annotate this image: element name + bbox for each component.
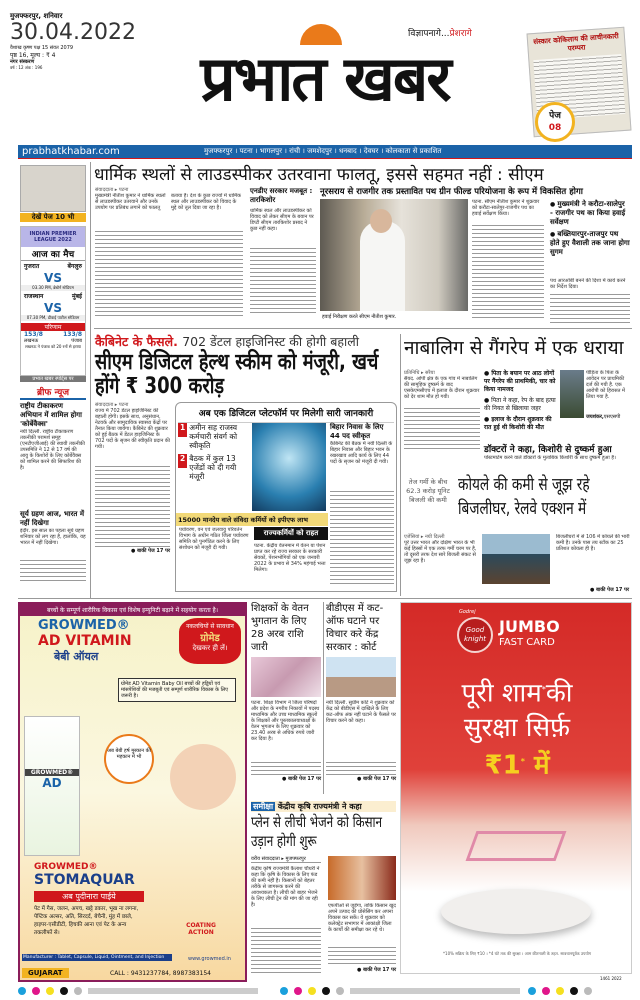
goodknight-ad[interactable]: Godrej Good knight JUMBO FAST CARD पूरी शाम*की सुरक्षा सिर्फ़ ₹1* में *10% सक्रिय के लिए ₹10 । *4 घंटे तक की सुरक्षा । आम कीटनाशी के तहत. सावधानपूर्वक उपयोग bbox=[400, 602, 632, 974]
brief-news: राष्ट्रीय टीकाकरण अभियान में शामिल होगा 'कोर्बेवैक्स' नयी दिल्ली. राष्ट्रीय टीकाकरण तकनीकी परामर्श समूह (एनटीएजीआई) की स्थायी तकनीकी उपसमिति ने 12 से 17 वर्ष की आयु के किशोरों के लिए कोर्बेवैक्स को शामिल करने की सिफारिश की है। सूर्य ग्रहण आज, भारत में नहीं दिखेगा इंदौर. इस साल का पहला सूर्य ग्रहण शनिवार को लग रहा है, हालांकि, यह भारत में नहीं दिखेगा। bbox=[20, 402, 86, 582]
digital-photo bbox=[252, 423, 326, 511]
aerial-bullets: ● मुख्यमंत्री ने करौटा-सालेपुर - राजगीर पथ का किया हवाई सर्वेक्षण ● बख्तियारपुर-ताजपुर पथ होते हुए वैशाली तक जाना होगा सुगम bbox=[550, 200, 630, 260]
gang-bullets: ● पिता के बयान पर आठ लोगों पर गैंगरेप की प्राथमिकी, चार को किया नामजद ● पिता ने कहा, रेप के बाद हत्या की नियत से खिलाया जहर ● इलाज के दौरान शुक्रवार की रात हुई थी किशोरी की मौत bbox=[484, 370, 558, 435]
cabinet-kicker: कैबिनेट के फैसले. 702 डेंटल हाइजिनिस्ट की होगी बहाली bbox=[95, 334, 359, 349]
samvat: वैशाख कृष्ण पक्ष 15 संवत 2079 bbox=[10, 45, 74, 51]
fast-card-image bbox=[441, 889, 591, 934]
lead-dateline: संवाददाता ▸ पटना bbox=[95, 187, 129, 193]
litchi-headline[interactable]: प्लेन से लीची भेजने को किसान उड़ान होगी शुरू bbox=[251, 813, 383, 850]
volume: वर्ष : 12 अंक : 196 bbox=[10, 65, 43, 70]
card-icon bbox=[466, 831, 567, 861]
baby-image bbox=[170, 744, 236, 810]
currency-photo bbox=[251, 657, 321, 697]
growmed-ad[interactable]: बच्चों के सम्पूर्ण शारीरिक विकास एवं विशेष इम्युनिटी बढ़ाने में सहयोग करता है। GROWMED® AD VITAMIN बेबी ऑयल नकलचियों से सावधान ग्रोमेड देखकर ही लें। ग्रोमेड AD Vitamin Baby Oil बच्चों की हड्डियों एवं मांसपेशियों की मजबूती एवं सम्पूर्ण शारीरिक विकास के लिए जरूरी है। GROWMED® AD अब बेबी हर्ष मुस्कान की महकान में भी GROWMED® STOMAQUAR अब पुदीनारा पाईये पेट में गैस, जलन, अपच, खट्टे डकार, भूख ना लगना, पेप्टिक अल्सर, अति, सिरदर्द, बेचैनी, मुंह में छाले, हाइपर-एसीडीटी, हिचकी आना एवं पेट के अन्य तकलीफों से। COATING ACTION Manufacturer : Tablet, Capsule, Liquid, Ointment, and Injection www.growmed.in GUJARAT CALL : 9431237784, 8987383154 bbox=[18, 602, 247, 982]
see-page-10[interactable]: देखें पेज 10 भी bbox=[20, 213, 86, 222]
logo: प्रभात खबर bbox=[200, 42, 450, 115]
coal-photo bbox=[482, 534, 550, 584]
coal-headline[interactable]: कोयले की कमी से जूझ रहे बिजलीघर, रेलवे एक्शन में bbox=[458, 475, 590, 519]
sidebar-thumb[interactable] bbox=[20, 165, 86, 212]
edition: नगर संस्करण bbox=[10, 59, 35, 65]
aerial-photo bbox=[320, 199, 468, 311]
brief-title: ब्रीफ न्यूज bbox=[20, 385, 86, 400]
coal-kicker: तेज गर्मी के बीच 62.3 करोड़ यूनिट बिजली की कमी bbox=[406, 478, 450, 504]
ipl-box: INDIAN PREMIER LEAGUE 2022 आज का मैच गुजरात बेंगलुरु VS 03.30 PM, ब्रेबोर्न स्टेडियम राजस्थान मुंबई VS 07.30 PM, डीवाई पाटील स्टेडियम परिणाम 153/8 133/8 लखनऊ पंजाब लखनऊ ने पंजाब को 20 रनों से हराया bbox=[20, 226, 86, 376]
digital-box: अब एक डिजिटल प्लेटफॉर्म पर मिलेगी सारी जानकारी 1 अमीन सह राजस्व कर्मचारी संवर्ग को स्वीकृति 2 बैठक में कुल 13 एजेंडों को दी गयी मंजूरी बिहार निवास के लिए 44 पद स्वीकृत कैबिनेट की बैठक में नयी दिल्ली के बिहार निवास और बिहार भवन के रखरखाव आदि कार्य के लिए 44 पदों के सृजन को मंजूरी दी गयी। 15000 मानदेय वाले संविदा कर्मियों को इपीएफ लाभ राज्यकर्मियों को राहत पर्यावरण, वन एवं जलवायु परिवर्तन विभाग के अधीन गठित जिला पर्यावरण समिति को पुनर्गठित करने के लिए संशोधन को मंजूरी दी गयी। पटना. केंद्रीय वेतनमान में वेतन या पेंशन प्राप्त कर रहे राज्य सरकार के सरकारी सेवकों, पेंशनभोगियों को एक जनवरी 2022 के प्रभाव से 34% महंगाई भत्ता मिलेगा। bbox=[175, 402, 397, 592]
cabinet-headline[interactable]: सीएम डिजिटल हेल्थ स्कीम को मंजूरी, खर्च होंगे ₹ 300 करोड़ bbox=[95, 350, 379, 399]
issue-date: 30.04.2022 bbox=[10, 20, 136, 45]
litchi-kicker: समीक्षा केंद्रीय कृषि राज्यमंत्री ने कहा bbox=[251, 801, 396, 812]
gang-headline[interactable]: नाबालिग से गैंगरेप में एक धराया bbox=[404, 337, 624, 359]
page-badge[interactable]: पेज 08 bbox=[535, 102, 575, 142]
ipl-more[interactable]: प्रभात खबर स्पोर्ट्स पर bbox=[20, 376, 86, 382]
masthead-info bbox=[10, 12, 136, 71]
pages-price: पृष्ठ 16, मूल्य : ₹ 4 bbox=[10, 52, 56, 59]
editions-line: मुजफ्फरपुर । पटना । भागलपुर । रांची । जमशेदपुर । धनबाद । देवघर । कोलकाता से प्रकाशित bbox=[204, 147, 442, 155]
aerial-caption: हवाई निरीक्षण करते सीएम नीतीश कुमार. bbox=[322, 314, 397, 320]
tagline: विज्ञापनागे...प्रेशरागे bbox=[408, 29, 472, 39]
minister-photo bbox=[328, 856, 396, 900]
side-headline[interactable]: एनडीए सरकार मजबूत : तारकिशोर bbox=[250, 187, 313, 204]
ipl-title: आज का मैच bbox=[21, 247, 85, 261]
edition-bar bbox=[18, 145, 632, 159]
teachers-headline[interactable]: शिक्षकों के वेतन भुगतान के लिए 28 अरब राशि जारी bbox=[251, 603, 309, 653]
ipl-logo: INDIAN PREMIER LEAGUE 2022 bbox=[21, 227, 85, 247]
city-day: मुजफ्फरपुर, शनिवार bbox=[10, 12, 63, 20]
bds-more[interactable]: ● बाकी पेज 17 पर bbox=[356, 776, 396, 782]
aerial-headline[interactable]: नूरसराय से राजगीर तक प्रस्तावित पथ ग्रीन फील्ड परियोजना के रूप में विकसित होगा bbox=[320, 187, 583, 197]
page-thumbnail[interactable]: संस्कार कोकिलाय की लाचीनकारी परम्परा bbox=[526, 27, 631, 138]
vs-icon: VS bbox=[44, 271, 62, 285]
doctors-headline[interactable]: डॉक्टरों ने कहा, किशोरी से दुष्कर्म हुआ bbox=[484, 445, 612, 455]
lead-headline[interactable]: धार्मिक स्थलों से लाउडस्पीकर उतरवाना फालतू, इससे सहमत नहीं : सीएम bbox=[94, 165, 544, 185]
court-photo bbox=[326, 657, 396, 697]
registration-marks bbox=[18, 986, 632, 996]
website-link[interactable]: prabhatkhabar.com bbox=[22, 146, 120, 157]
bds-headline[interactable]: बीडीएस में कट-ऑफ घटाने पर विचार करे केंद्र सरकार : कोर्ट bbox=[326, 603, 384, 653]
ssp-photo bbox=[560, 370, 584, 418]
